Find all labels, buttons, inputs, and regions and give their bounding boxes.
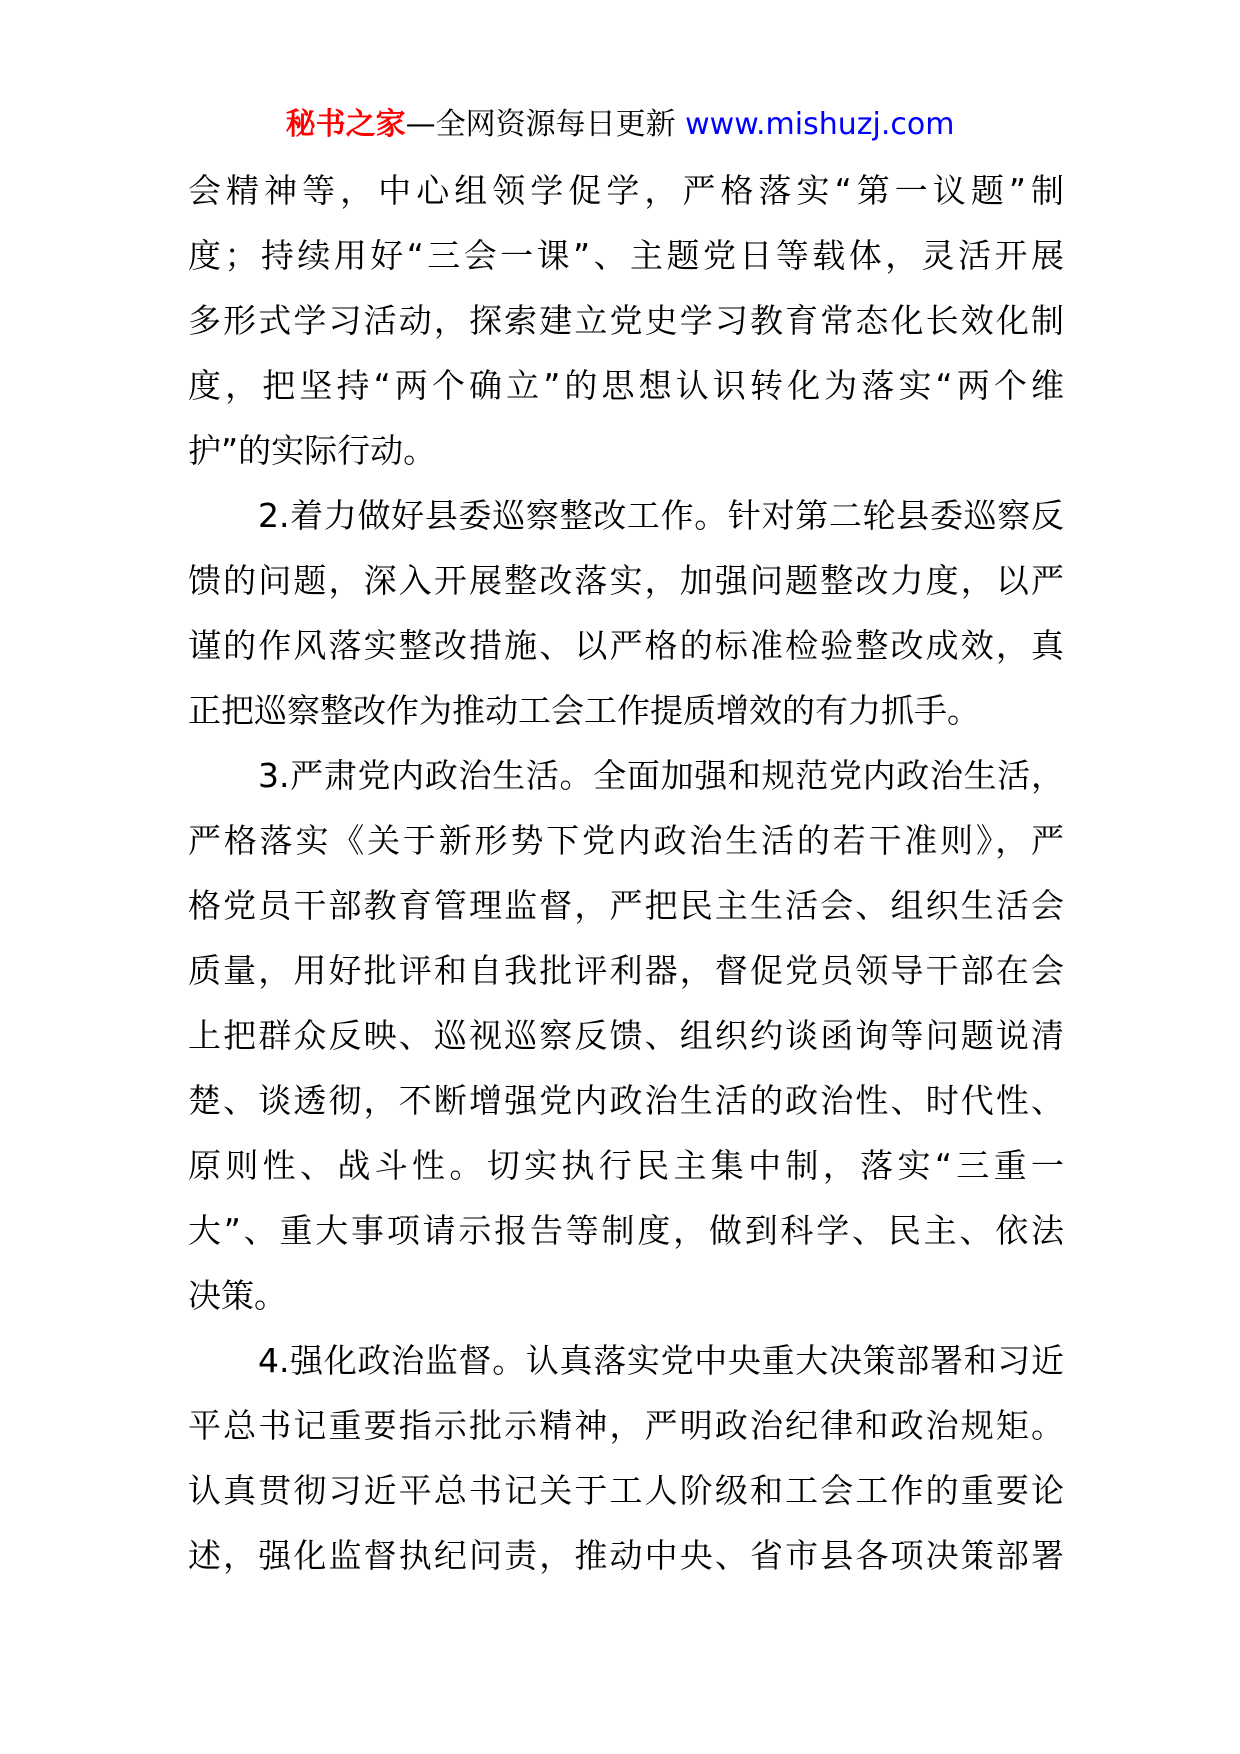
text-line: 护”的实际行动。	[188, 431, 437, 470]
text-line: 楚、谈透彻，不断增强党内政治生活的政治性、时代性、	[188, 1081, 1064, 1120]
paragraph-4-heading-line: 4.强化政治监督。认真落实党中央重大决策部署和习近	[258, 1341, 1064, 1380]
paragraph-3-heading-line: 3.严肃党内政治生活。全面加强和规范党内政治生活，	[258, 756, 1064, 795]
text-line: 度；持续用好“三会一课”、主题党日等载体，灵活开展	[188, 236, 1064, 275]
text-line: 平总书记重要指示批示精神，严明政治纪律和政治规矩。	[188, 1406, 1064, 1445]
text-line: 格党员干部教育管理监督，严把民主生活会、组织生活会	[188, 886, 1064, 925]
text-line: 原则性、战斗性。切实执行民主集中制，落实“三重一	[188, 1146, 1064, 1185]
text-line: 述，强化监督执纪问责，推动中央、省市县各项决策部署	[188, 1536, 1064, 1575]
site-url-link[interactable]: www.mishuzj.com	[685, 107, 955, 142]
text-line: 正把巡察整改作为推动工会工作提质增效的有力抓手。	[188, 691, 980, 730]
text-line: 上把群众反映、巡视巡察反馈、组织约谈函询等问题说清	[188, 1016, 1064, 1055]
text-line: 谨的作风落实整改措施、以严格的标准检验整改成效，真	[188, 626, 1064, 665]
paragraph-2-heading-line: 2.着力做好县委巡察整改工作。针对第二轮县委巡察反	[258, 496, 1064, 535]
text-line: 认真贯彻习近平总书记关于工人阶级和工会工作的重要论	[188, 1471, 1064, 1510]
site-header	[0, 103, 1240, 147]
text-line: 严格落实《关于新形势下党内政治生活的若干准则》，严	[188, 821, 1064, 860]
text-line: 决策。	[188, 1276, 287, 1315]
text-line: 度，把坚持“两个确立”的思想认识转化为落实“两个维	[188, 366, 1064, 405]
text-line: 会精神等，中心组领学促学，严格落实“第一议题”制	[188, 171, 1064, 210]
document-body	[188, 158, 1064, 1588]
text-line: 多形式学习活动，探索建立党史学习教育常态化长效化制	[188, 301, 1064, 340]
text-line: 馈的问题，深入开展整改落实，加强问题整改力度，以严	[188, 561, 1064, 600]
site-brand: 秘书之家	[285, 107, 406, 142]
text-line: 大”、重大事项请示报告等制度，做到科学、民主、依法	[188, 1211, 1064, 1250]
text-line: 质量，用好批评和自我批评利器，督促党员领导干部在会	[188, 951, 1064, 990]
site-slogan: —全网资源每日更新	[405, 107, 676, 142]
